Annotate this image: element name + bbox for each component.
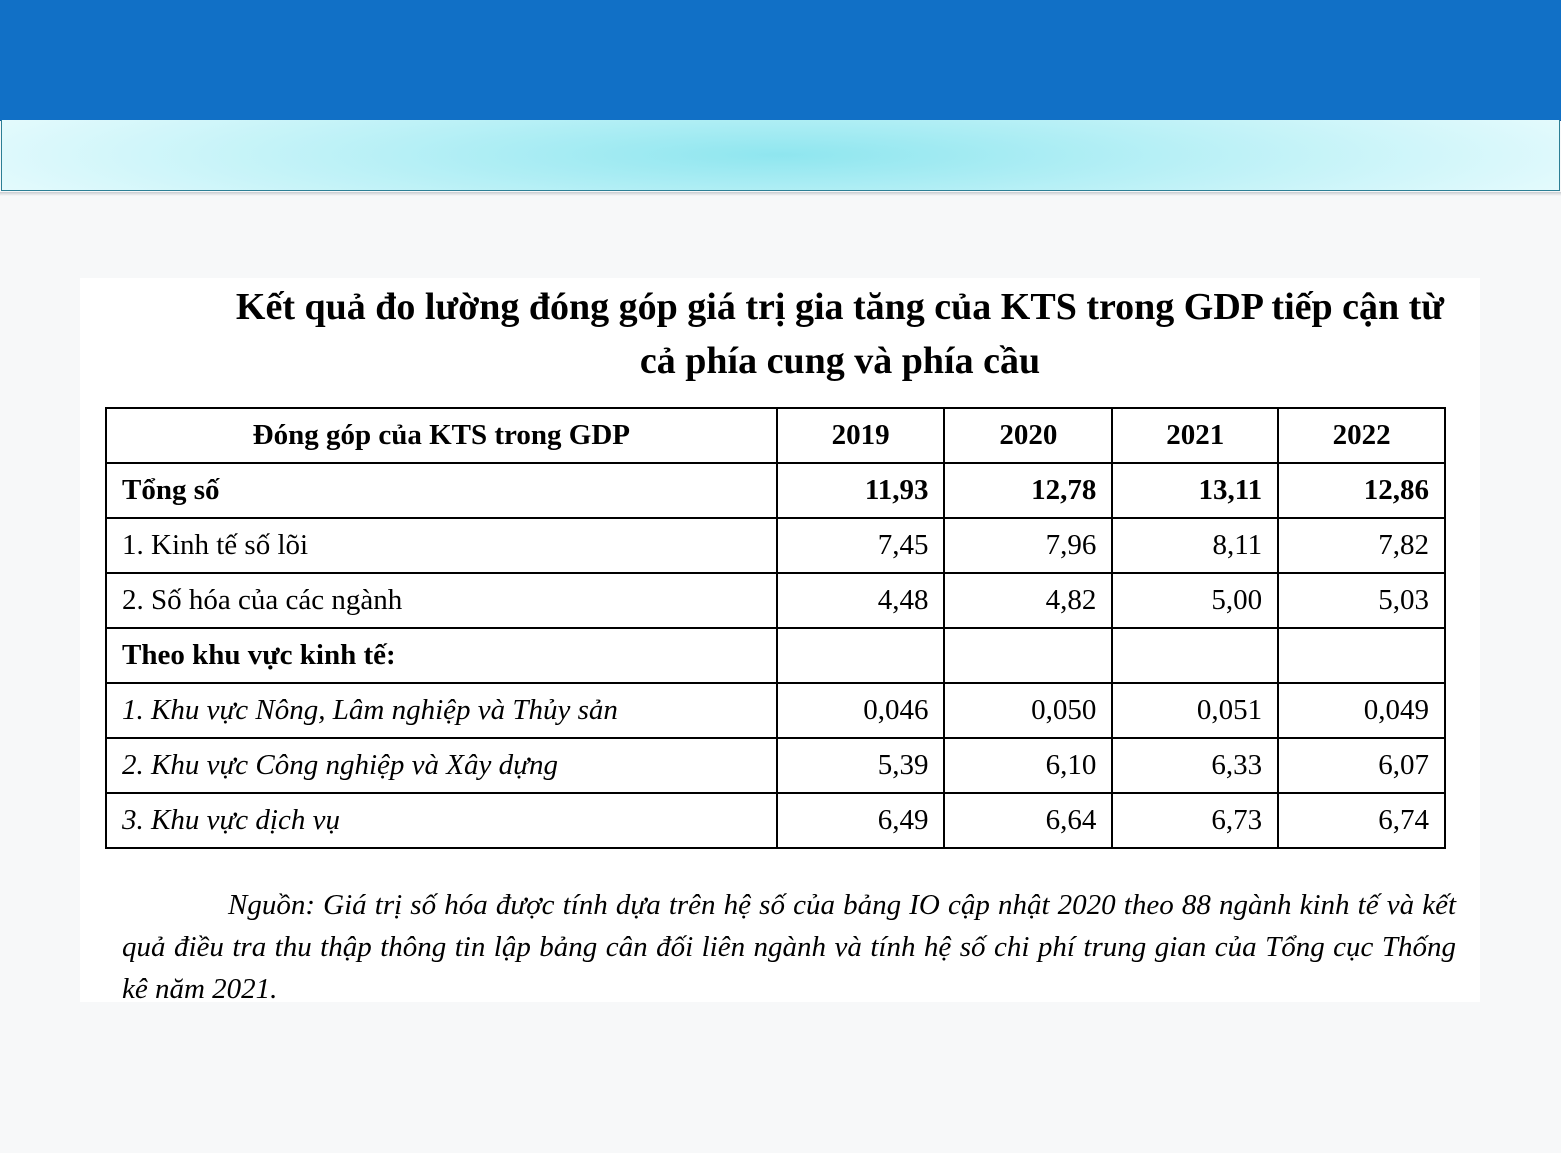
cell-2022: 6,74	[1278, 793, 1445, 848]
cell-2021: 6,33	[1112, 738, 1278, 793]
cell-2022: 12,86	[1278, 463, 1445, 518]
cell-2019: 11,93	[777, 463, 945, 518]
cell-2019: 0,046	[777, 683, 945, 738]
cell-2019	[777, 628, 945, 683]
cell-2019: 4,48	[777, 573, 945, 628]
row-label: 2. Khu vực Công nghiệp và Xây dựng	[106, 738, 777, 793]
cell-2020	[944, 628, 1112, 683]
cell-2022: 7,82	[1278, 518, 1445, 573]
cell-2019: 7,45	[777, 518, 945, 573]
table-row-sector-digitalization	[106, 573, 1445, 628]
row-label: Tổng số	[106, 463, 777, 518]
column-header-2022: 2022	[1278, 408, 1445, 463]
table-row-total	[106, 463, 1445, 518]
cell-2021: 0,051	[1112, 683, 1278, 738]
slide-header-bar	[0, 0, 1561, 121]
column-header-2019: 2019	[777, 408, 945, 463]
table-row-services	[106, 793, 1445, 848]
cell-2021: 8,11	[1112, 518, 1278, 573]
cell-2022: 0,049	[1278, 683, 1445, 738]
cell-2020: 6,10	[944, 738, 1112, 793]
cell-2019: 5,39	[777, 738, 945, 793]
slide-header-band	[1, 120, 1560, 191]
column-header-2020: 2020	[944, 408, 1112, 463]
table-row-by-economic-sector	[106, 628, 1445, 683]
row-label: Theo khu vực kinh tế:	[106, 628, 777, 683]
table-header-row	[106, 408, 1445, 463]
cell-2020: 6,64	[944, 793, 1112, 848]
column-header-category: Đóng góp của KTS trong GDP	[106, 408, 777, 463]
cell-2020: 12,78	[944, 463, 1112, 518]
row-label: 1. Khu vực Nông, Lâm nghiệp và Thủy sản	[106, 683, 777, 738]
table-row-core-digital-economy	[106, 518, 1445, 573]
gdp-contribution-table	[105, 407, 1446, 849]
document-panel	[80, 278, 1480, 1005]
cell-2022	[1278, 628, 1445, 683]
cell-2021: 13,11	[1112, 463, 1278, 518]
column-header-2021: 2021	[1112, 408, 1278, 463]
cell-2020: 0,050	[944, 683, 1112, 738]
cell-2021: 6,73	[1112, 793, 1278, 848]
cell-2019: 6,49	[777, 793, 945, 848]
source-footnote: Nguồn: Giá trị số hóa được tính dựa trên hệ số của bảng IO cập nhật 2020 theo 88 ngành kinh tế và kết quả điều tra thu thập thông tin lập bảng cân đối liên ngành và tính hệ số chi phí trung gian của Tổng cục Thống kê năm 2021.	[122, 889, 1456, 1005]
cell-2020: 4,82	[944, 573, 1112, 628]
cell-2022: 5,03	[1278, 573, 1445, 628]
cell-2022: 6,07	[1278, 738, 1445, 793]
row-label: 1. Kinh tế số lõi	[106, 518, 777, 573]
row-label: 2. Số hóa của các ngành	[106, 573, 777, 628]
cell-2020: 7,96	[944, 518, 1112, 573]
page-title: Kết quả đo lường đóng góp giá trị gia tăng của KTS trong GDP tiếp cận từ cả phía cung và phía cầu	[235, 286, 1445, 382]
header-shadow	[0, 192, 1561, 196]
cell-2021	[1112, 628, 1278, 683]
table-row-agriculture	[106, 683, 1445, 738]
table-row-industry-construction	[106, 738, 1445, 793]
cell-2021: 5,00	[1112, 573, 1278, 628]
row-label: 3. Khu vực dịch vụ	[106, 793, 777, 848]
